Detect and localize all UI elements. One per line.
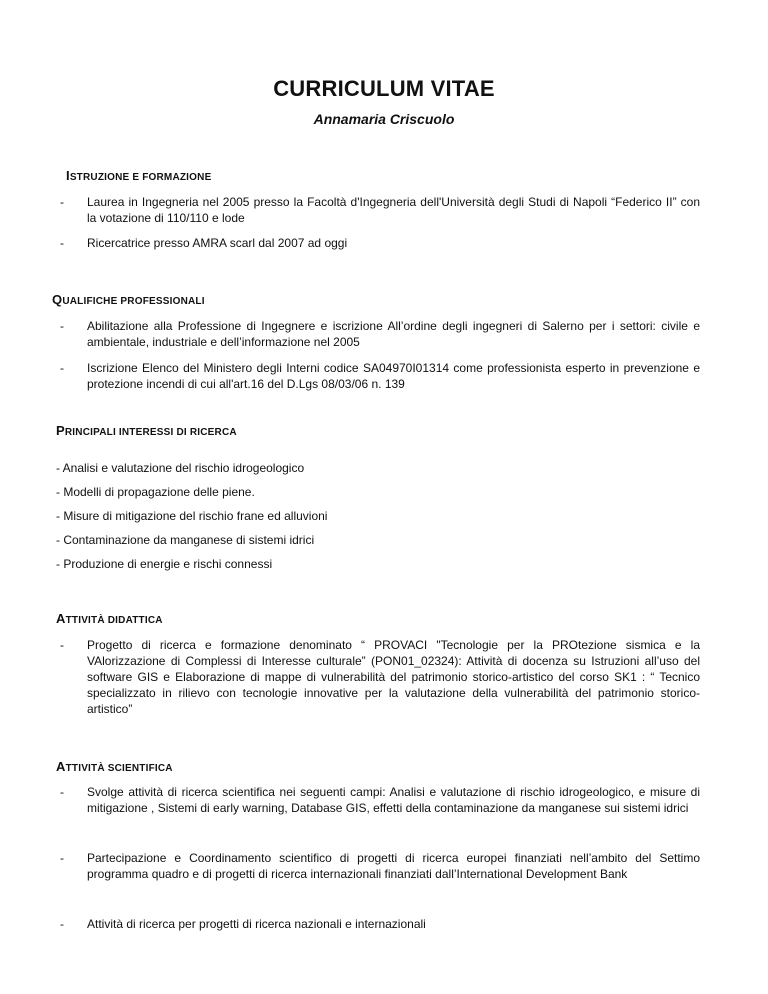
bullet-dash: - — [60, 917, 64, 931]
list-item: - Misure di mitigazione del rischio frane ed alluvioni — [56, 509, 328, 523]
list-item: - Ricercatrice presso AMRA scarl dal 2007 ad oggi — [60, 236, 348, 250]
list-item: - Produzione di energie e rischi connessi — [56, 557, 273, 571]
list-item: - Progetto di ricerca e formazione denominato “ PROVACI "Tecnologie per la PROtezione sismica e la VAlorizzazione di Complessi di Interesse culturale” (PON01_02324): Attività di docenza su Istruzioni all’uso del software GIS e Elaborazione di mappe di vulnerabilità del patrimonio storico-artistico del corso SK1 : “ Tecnico specializzato in rilievo con tecnologie innovative per la valutazione della vulnerabilità del patrimonio storico-artistico” — [60, 638, 700, 716]
section-heading-research-interests: PRINCIPALI INTERESSI DI RICERCA — [56, 423, 237, 438]
bullet-dash: - — [60, 361, 64, 375]
bullet-dash: - — [60, 319, 64, 333]
list-item: - Analisi e valutazione del rischio idrogeologico — [56, 461, 305, 475]
list-item: - Iscrizione Elenco del Ministero degli Interni codice SA04970I01314 come professionista esperto in prevenzione e protezione incendi di cui all'art.16 del D.Lgs 08/03/06 n. 139 — [60, 361, 700, 391]
section-heading-scientific-activity: ATTIVITÀ SCIENTIFICA — [56, 759, 173, 774]
list-item: - Laurea in Ingegneria nel 2005 presso la Facoltà d'Ingegneria dell'Università degli Studi di Napoli “Federico II” con la votazione di 110/110 e lode — [60, 195, 700, 225]
document-title: CURRICULUM VITAE — [273, 76, 495, 101]
section-heading-qualifications: QUALIFICHE PROFESSIONALI — [52, 292, 205, 307]
section-heading-education: ISTRUZIONE E FORMAZIONE — [66, 168, 212, 183]
bullet-dash: - — [60, 195, 64, 209]
bullet-dash: - — [60, 638, 64, 652]
list-item: - Partecipazione e Coordinamento scientifico di progetti di ricerca europei finanziati nell’ambito del Settimo programma quadro e di progetti di ricerca internazionali finanziati dall’International Development Bank — [60, 851, 700, 881]
author-name: Annamaria Criscuolo — [313, 111, 455, 127]
list-item: - Modelli di propagazione delle piene. — [56, 485, 255, 499]
bullet-dash: - — [60, 785, 64, 799]
bullet-dash: - — [60, 851, 64, 865]
list-item: - Contaminazione da manganese di sistemi idrici — [56, 533, 315, 547]
list-item: - Svolge attività di ricerca scientifica nei seguenti campi: Analisi e valutazione di rischio idrogeologico, e misure di mitigazione , Sistemi di early warning, Database GIS, effetti della contaminazione da manganese sui sistemi idrici — [60, 785, 700, 815]
list-item: - Attività di ricerca per progetti di ricerca nazionali e internazionali — [60, 917, 426, 931]
bullet-dash: - — [60, 236, 64, 250]
section-heading-teaching: ATTIVITÀ DIDATTICA — [56, 611, 163, 626]
list-item: - Abilitazione alla Professione di Ingegnere e iscrizione All’ordine degli ingegneri di Salerno per i settori: civile e ambientale, industriale e dell’informazione nel 2005 — [60, 319, 700, 349]
